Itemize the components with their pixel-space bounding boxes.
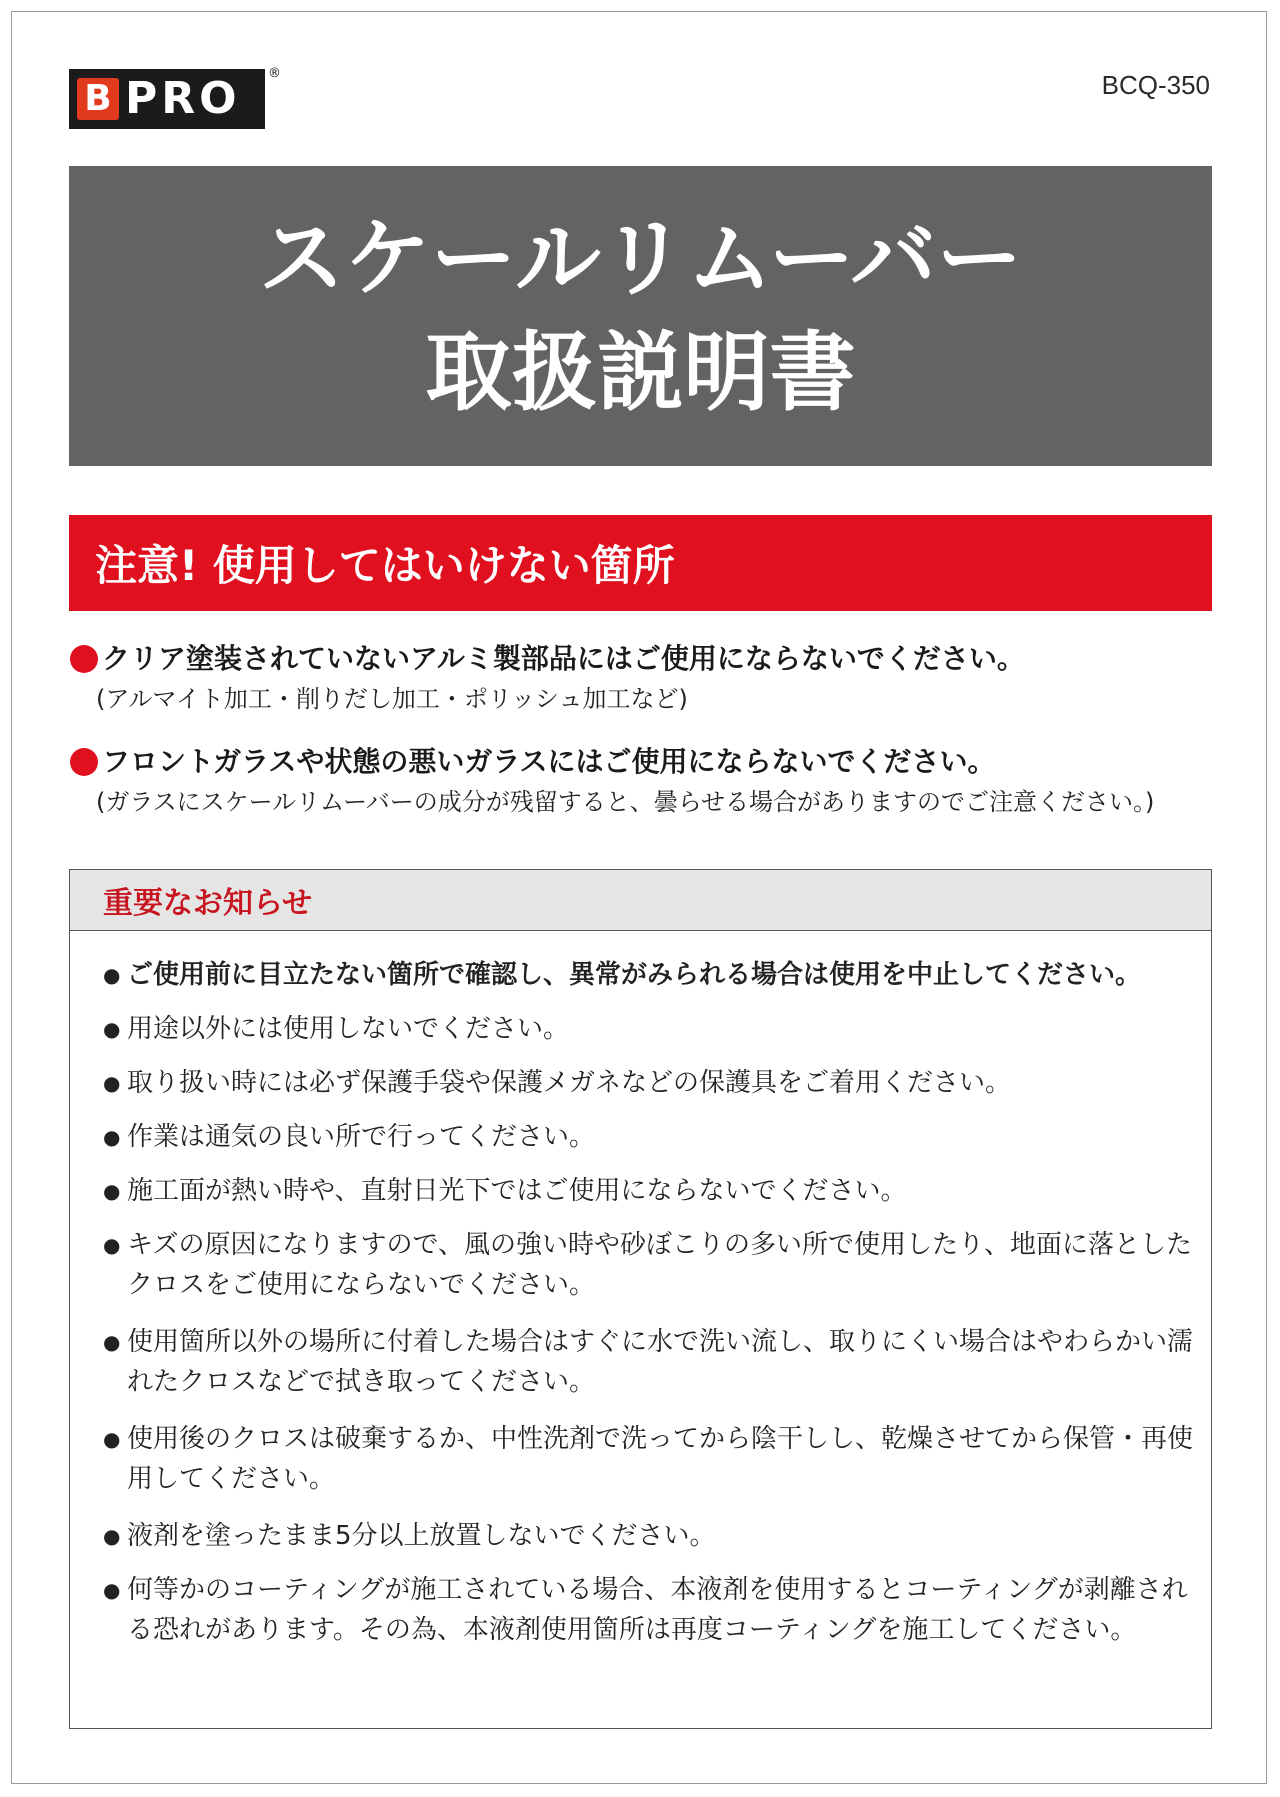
notice-item-text: 使用箇所以外の場所に付着した場合はすぐに水で洗い流し、取りにくい場合はやわらかい濡れたクロスなどで拭き取ってください。 [127, 1327, 1194, 1397]
warning-item-sub: (アルマイト加工・削りだし加工・ポリッシュ加工など) [96, 684, 688, 713]
red-bullet-icon [70, 748, 98, 776]
red-bullet-icon [70, 645, 98, 673]
bullet-icon: ● [103, 1017, 121, 1041]
registered-mark: ® [268, 66, 281, 81]
notice-item [103, 1009, 1193, 1049]
bullet-icon: ● [103, 963, 121, 987]
notice-item [103, 1419, 1193, 1499]
bullet-icon: ● [103, 1524, 121, 1548]
bullet-icon: ● [103, 1578, 121, 1602]
bullet-icon: ● [103, 1427, 121, 1451]
logo-text: PRO [125, 73, 241, 124]
notice-item [103, 1171, 1193, 1211]
logo-mark: B [77, 78, 119, 120]
bullet-icon: ● [103, 1125, 121, 1149]
bullet-icon: ● [103, 1233, 121, 1257]
title-product-name: スケールリムーバー [258, 208, 1023, 309]
bullet-icon: ● [103, 1330, 121, 1354]
warning-item [70, 745, 1220, 818]
notice-item [103, 1063, 1193, 1103]
notice-item-text: 取り扱い時には必ず保護手袋や保護メガネなどの保護具をご着用ください。 [127, 1068, 1012, 1098]
notice-item-text: 施工面が熱い時や、直射日光下ではご使用にならないでください。 [127, 1176, 907, 1206]
notice-item-text: ご使用前に目立たない箇所で確認し、異常がみられる場合は使用を中止してください。 [127, 960, 1142, 990]
title-manual: 取扱説明書 [425, 323, 856, 423]
model-number: BCQ-350 [1101, 70, 1210, 100]
notice-item [103, 1570, 1193, 1650]
notice-item-text: 液剤を塗ったまま5分以上放置しないでください。 [127, 1521, 716, 1551]
bullet-icon: ● [103, 1179, 121, 1203]
notice-item [103, 1322, 1193, 1402]
notice-item-text: 作業は通気の良い所で行ってください。 [127, 1122, 596, 1152]
title-banner [69, 166, 1212, 466]
warning-item [70, 642, 1220, 715]
notice-item [103, 955, 1193, 995]
important-notice-box [69, 869, 1212, 1729]
notice-item [103, 1117, 1193, 1157]
warning-heading: 注意! 使用してはいけない箇所 [69, 515, 1212, 611]
warning-item-main: フロントガラスや状態の悪いガラスにはご使用にならないでください。 [102, 745, 996, 778]
notice-heading: 重要なお知らせ [70, 870, 1211, 931]
notice-item-text: キズの原因になりますので、風の強い時や砂ぼこりの多い所で使用したり、地面に落としたクロスをご使用にならないでください。 [127, 1230, 1192, 1300]
brand-logo [69, 69, 265, 129]
notice-item-text: 何等かのコーティングが施工されている場合、本液剤を使用するとコーティングが剥離される恐れがあります。その為、本液剤使用箇所は再度コーティングを施工してください。 [127, 1575, 1188, 1645]
warning-item-sub: (ガラスにスケールリムーバーの成分が残留すると、曇らせる場合がありますのでご注意ください。) [96, 787, 1155, 816]
notice-item-text: 使用後のクロスは破棄するか、中性洗剤で洗ってから陰干しし、乾燥させてから保管・再使用してください。 [127, 1424, 1194, 1494]
notice-item [103, 1516, 1193, 1556]
bullet-icon: ● [103, 1071, 121, 1095]
warning-item-main: クリア塗装されていないアルミ製部品にはご使用にならないでください。 [102, 642, 1025, 675]
notice-item [103, 1225, 1193, 1305]
notice-item-text: 用途以外には使用しないでください。 [127, 1014, 570, 1044]
